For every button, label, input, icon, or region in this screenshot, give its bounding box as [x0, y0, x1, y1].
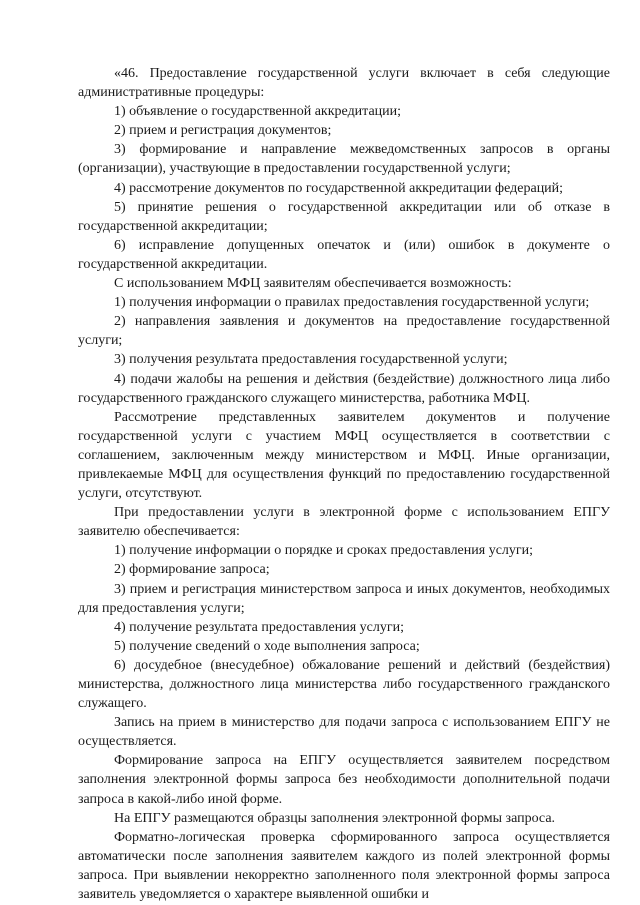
paragraph-item: 4) рассмотрение документов по государственной аккредитации федераций; [114, 180, 564, 196]
paragraph-item: 4) получение результата предоставления услуги; [114, 619, 404, 635]
paragraph-appointment: Запись на прием в министерство для подачи запроса с использованием ЕПГУ не осуществляется. [78, 715, 610, 750]
paragraph-item: 6) исправление допущенных опечаток и (или) ошибок в документе о государственной аккредитации. [78, 237, 610, 272]
paragraph-46-intro: «46. Предоставление государственной услуги включает в себя следующие административные процедуры: [78, 66, 610, 101]
paragraph-samples: На ЕПГУ размещаются образцы заполнения электронной формы запроса. [114, 810, 556, 826]
paragraph-mfc-intro: С использованием МФЦ заявителям обеспечивается возможность: [114, 276, 512, 292]
document-page [78, 64, 610, 904]
paragraph-item: 5) принятие решения о государственной аккредитации или об отказе в государственной аккредитации; [78, 199, 610, 234]
paragraph-item: 4) подачи жалобы на решения и действия (бездействие) должностного лица либо государственного гражданского служащего министерства, работника МФЦ. [78, 371, 610, 406]
paragraph-mfc-review: Рассмотрение представленных заявителем документов и получение государственной услуги с участием МФЦ осуществляется в соответствии с соглашением, заключенным между министерством и МФЦ. Иные организации, привлекаемые МФЦ для осуществления функций по предоставлению государственной услуги, отсутствуют. [78, 409, 610, 502]
paragraph-format-check: Форматно-логическая проверка сформированного запроса осуществляется автоматически после заполнения заявителем каждого из полей электронной формы запроса. При выявлении некорректно заполненного поля электронной формы запроса заявитель уведомляется о характере выявленной ошибки и [78, 829, 610, 903]
paragraph-item: 2) направления заявления и документов на предоставление государственной услуги; [78, 314, 610, 349]
paragraph-item: 3) получения результата предоставления государственной услуги; [114, 352, 508, 368]
paragraph-item: 3) формирование и направление межведомственных запросов в органы (организации), участвующие в предоставлении государственной услуги; [78, 142, 610, 177]
paragraph-item: 6) досудебное (внесудебное) обжалование решений и действий (бездействия) министерства, должностного лица министерства либо государственного гражданского служащего. [78, 657, 610, 712]
paragraph-item: 2) формирование запроса; [114, 562, 270, 578]
paragraph-item: 1) получения информации о правилах предоставления государственной услуги; [114, 295, 590, 311]
paragraph-request-forming: Формирование запроса на ЕПГУ осуществляется заявителем посредством заполнения электронной формы запроса без необходимости дополнительной подачи запроса в какой-либо иной форме. [78, 753, 610, 807]
paragraph-item: 1) получение информации о порядке и сроках предоставления услуги; [114, 543, 534, 559]
paragraph-epgu-intro: При предоставлении услуги в электронной форме с использованием ЕПГУ заявителю обеспечивается: [78, 505, 610, 540]
paragraph-item: 2) прием и регистрация документов; [114, 123, 332, 139]
paragraph-item: 3) прием и регистрация министерством запроса и иных документов, необходимых для предоставления услуги; [78, 581, 610, 616]
paragraph-item: 5) получение сведений о ходе выполнения запроса; [114, 638, 420, 654]
paragraph-item: 1) объявление о государственной аккредитации; [114, 104, 402, 120]
